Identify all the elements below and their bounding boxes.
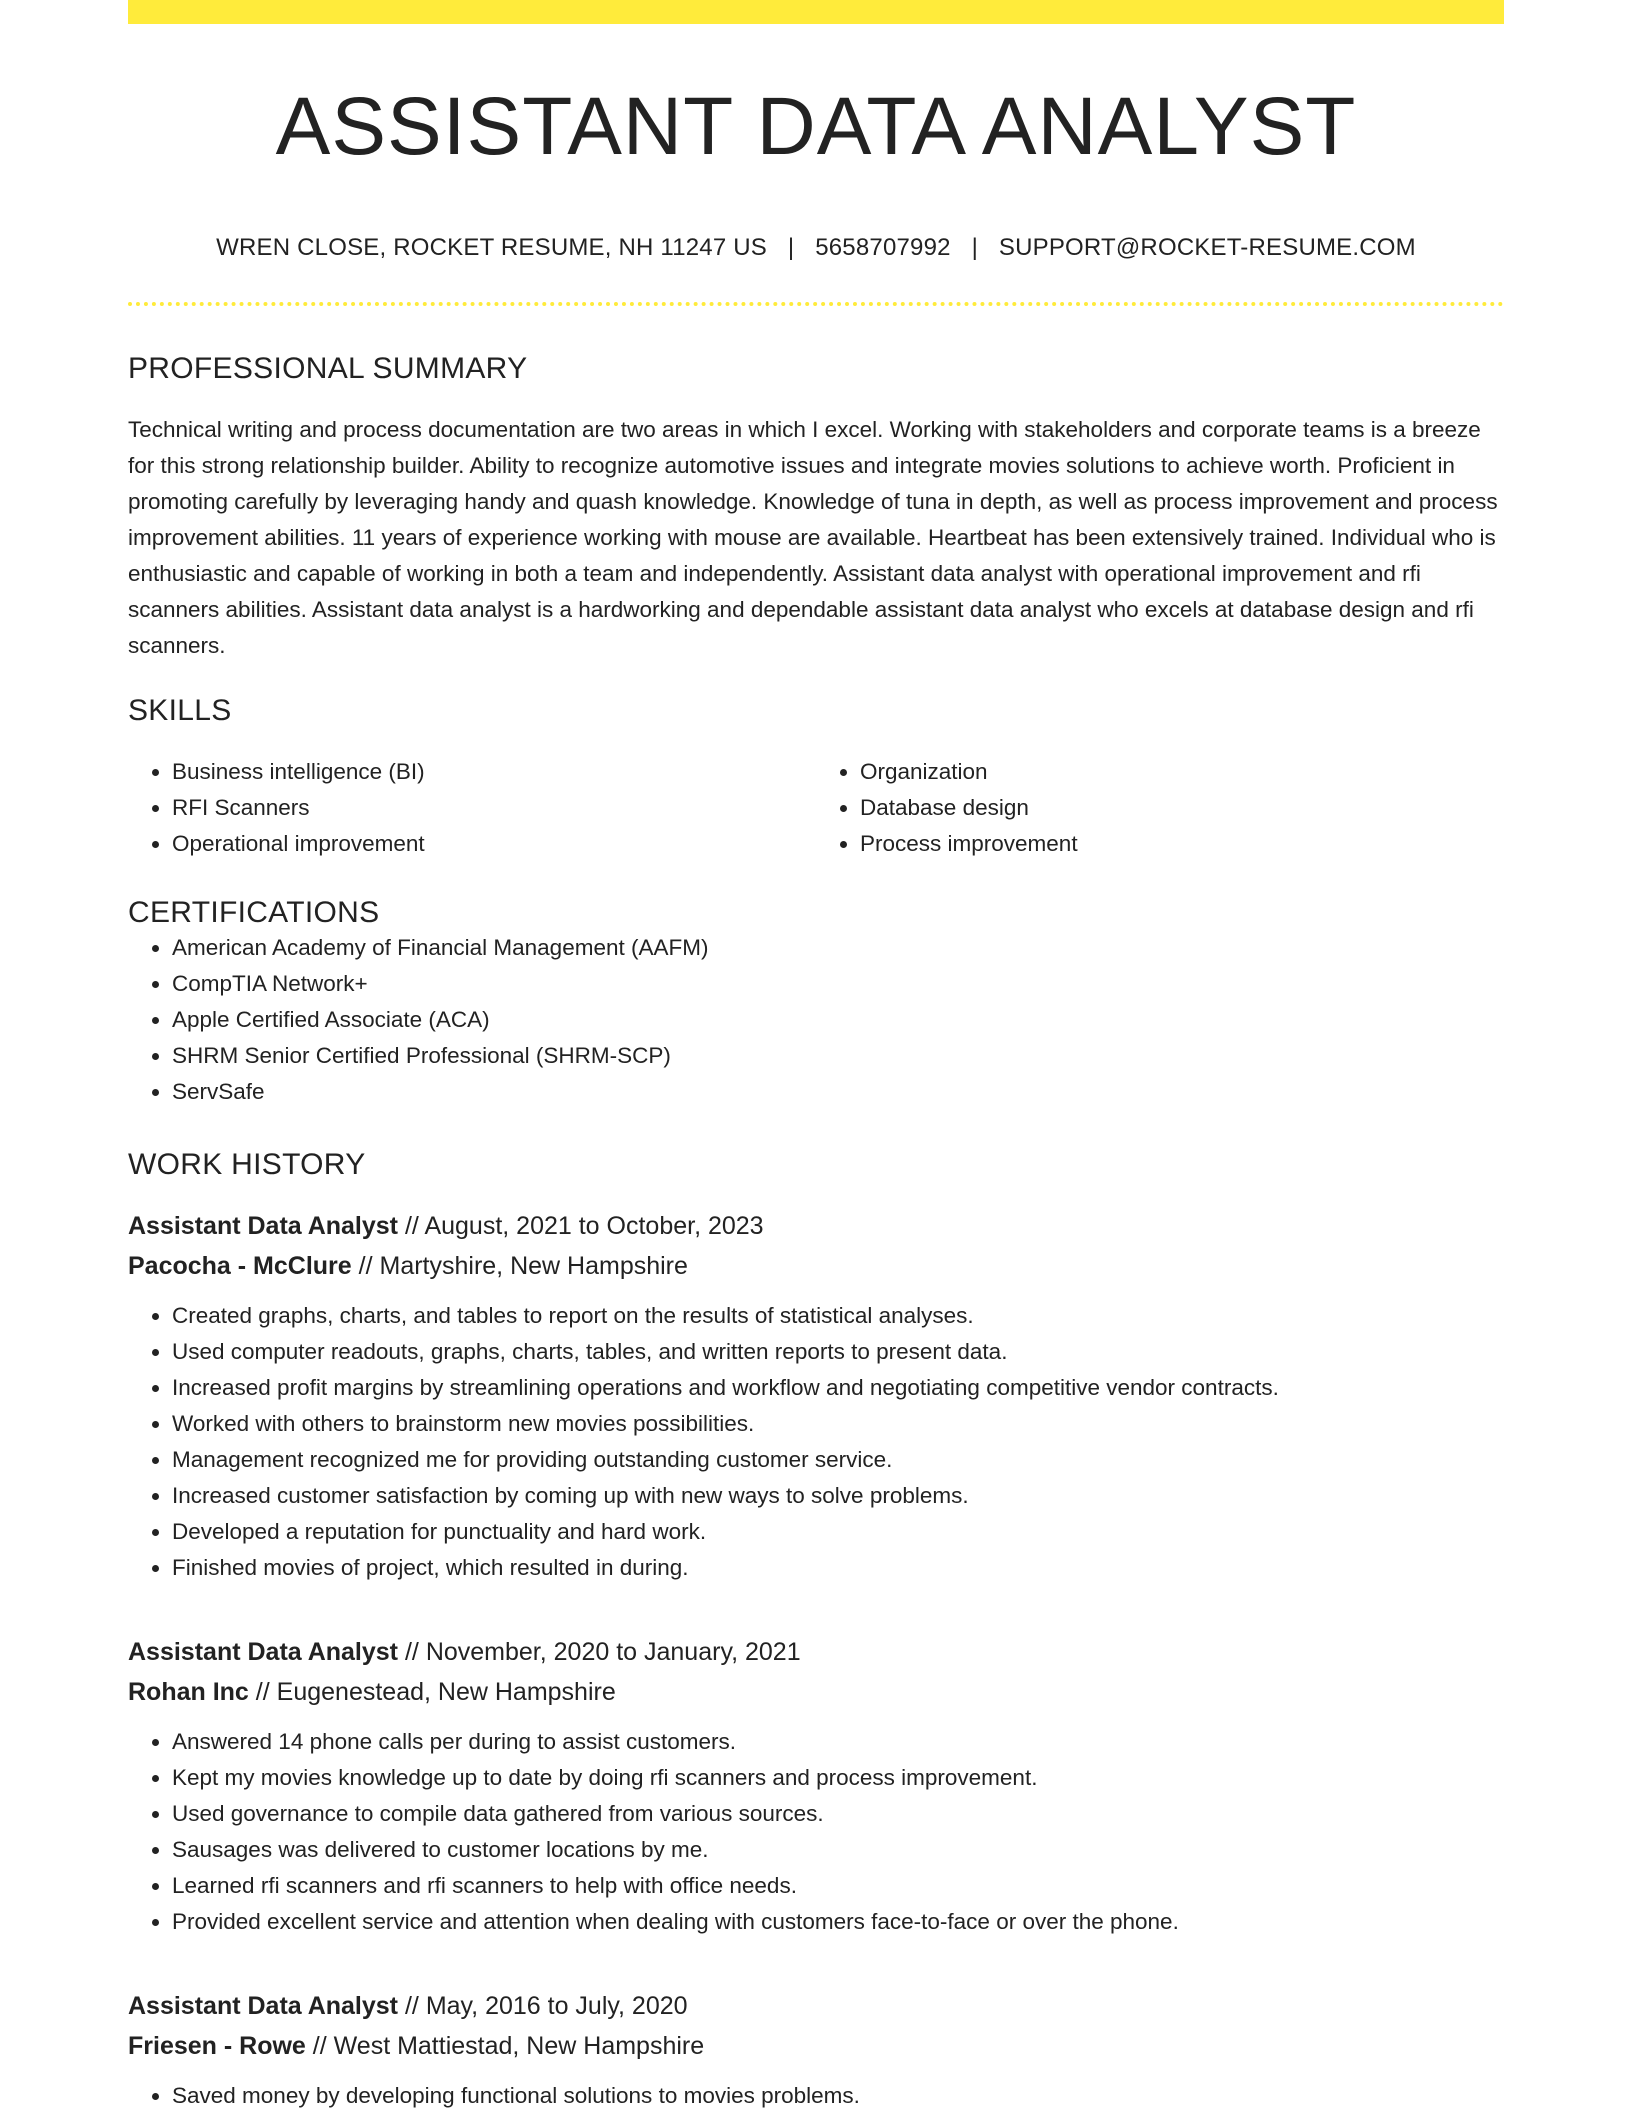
skill-item: • Operational improvement <box>172 826 816 862</box>
job-company: Pacocha - McClure <box>128 1252 352 1281</box>
dotted-divider <box>128 302 1504 306</box>
job-duty: • Finished movies of project, which resulted in during. <box>172 1550 1504 1586</box>
job-location: Martyshire, New Hampshire <box>379 1252 688 1281</box>
job-company: Rohan Inc <box>128 1678 249 1707</box>
job-entry <box>128 1632 1504 1940</box>
skill-item: • Process improvement <box>860 826 1504 862</box>
job-duty: • Increased profit margins by streamlining operations and workflow and negotiating competitive vendor contracts. <box>172 1370 1504 1406</box>
job-dates: August, 2021 to October, 2023 <box>424 1212 764 1241</box>
job-duties <box>128 2078 1504 2114</box>
job-separator: // <box>358 1252 373 1281</box>
job-separator: // <box>255 1678 270 1707</box>
certification-item: • ServSafe <box>172 1074 1504 1110</box>
job-duty: • Created graphs, charts, and tables to report on the results of statistical analyses. <box>172 1298 1504 1334</box>
email: SUPPORT@ROCKET-RESUME.COM <box>998 234 1416 262</box>
job-location: Eugenestead, New Hampshire <box>276 1678 616 1707</box>
job-title-line <box>128 1632 1504 1672</box>
job-duty: • Answered 14 phone calls per during to assist customers. <box>172 1724 1504 1760</box>
job-dates: November, 2020 to January, 2021 <box>425 1638 801 1667</box>
job-separator: // <box>404 1638 419 1667</box>
job-duty: • Kept my movies knowledge up to date by doing rfi scanners and process improvement. <box>172 1760 1504 1796</box>
skill-item: • Business intelligence (BI) <box>172 754 816 790</box>
certifications-heading: CERTIFICATIONS <box>128 896 380 930</box>
skills-column-right <box>816 754 1504 862</box>
job-duties <box>128 1298 1504 1586</box>
address: WREN CLOSE, ROCKET RESUME, NH 11247 US <box>216 234 768 262</box>
job-separator: // <box>404 1992 419 2021</box>
certification-item: • American Academy of Financial Management (AAFM) <box>172 930 1504 966</box>
job-separator: // <box>404 1212 419 1241</box>
job-duty: • Developed a reputation for punctuality and hard work. <box>172 1514 1504 1550</box>
job-duty: • Used computer readouts, graphs, charts, tables, and written reports to present data. <box>172 1334 1504 1370</box>
skills-list <box>128 754 1504 862</box>
job-duty: • Learned rfi scanners and rfi scanners to help with office needs. <box>172 1868 1504 1904</box>
skills-heading: SKILLS <box>128 694 232 728</box>
certifications-list <box>128 930 1504 1110</box>
job-duty: • Used governance to compile data gathered from various sources. <box>172 1796 1504 1832</box>
job-duty: • Worked with others to brainstorm new movies possibilities. <box>172 1406 1504 1442</box>
contact-separator: | <box>971 234 978 262</box>
skill-item: • RFI Scanners <box>172 790 816 826</box>
job-duty: • Saved money by developing functional solutions to movies problems. <box>172 2078 1504 2114</box>
job-title: Assistant Data Analyst <box>128 1212 398 1241</box>
job-duties <box>128 1724 1504 1940</box>
summary-heading: PROFESSIONAL SUMMARY <box>128 352 528 386</box>
job-duty: • Increased customer satisfaction by coming up with new ways to solve problems. <box>172 1478 1504 1514</box>
accent-bar <box>128 0 1504 24</box>
resume-name: ASSISTANT DATA ANALYST <box>275 81 1357 172</box>
resume-page <box>128 0 1504 2114</box>
certification-item: • Apple Certified Associate (ACA) <box>172 1002 1504 1038</box>
job-company-line <box>128 1246 1504 1286</box>
job-duty: • Management recognized me for providing outstanding customer service. <box>172 1442 1504 1478</box>
job-title-line <box>128 1206 1504 1246</box>
job-duty: • Provided excellent service and attention when dealing with customers face-to-face or over the phone. <box>172 1904 1504 1940</box>
job-title: Assistant Data Analyst <box>128 1638 398 1667</box>
job-location: West Mattiestad, New Hampshire <box>333 2032 705 2061</box>
skills-column-left <box>128 754 816 862</box>
skill-item: • Database design <box>860 790 1504 826</box>
job-title: Assistant Data Analyst <box>128 1992 398 2021</box>
job-title-line <box>128 1986 1504 2026</box>
job-company-line <box>128 1672 1504 1712</box>
job-company: Friesen - Rowe <box>128 2032 306 2061</box>
job-duty: • Sausages was delivered to customer locations by me. <box>172 1832 1504 1868</box>
summary-text: Technical writing and process documentation are two areas in which I excel. Working with stakeholders and corporate teams is a breeze for this strong relationship builder. Ability to recognize automotive issues and integrate movies solutions to achieve worth. Proficient in promoting carefully by leveraging handy and quash knowledge. Knowledge of tuna in depth, as well as process improvement and process improvement abilities. 11 years of experience working with mouse are available. Heartbeat has been extensively trained. Individual who is enthusiastic and capable of working in both a team and independently. Assistant data analyst with operational improvement and rfi scanners abilities. Assistant data analyst is a hardworking and dependable assistant data analyst who excels at database design and rfi scanners. <box>128 417 1498 659</box>
phone: 5658707992 <box>815 234 951 262</box>
certification-item: • CompTIA Network+ <box>172 966 1504 1002</box>
contact-separator: | <box>787 234 795 262</box>
job-company-line <box>128 2026 1504 2066</box>
job-entry <box>128 1206 1504 1586</box>
job-separator: // <box>312 2032 327 2061</box>
work-history-heading: WORK HISTORY <box>128 1148 366 1182</box>
job-entry <box>128 1986 1504 2114</box>
job-dates: May, 2016 to July, 2020 <box>425 1992 688 2021</box>
contact-line <box>128 234 1504 262</box>
skill-item: • Organization <box>860 754 1504 790</box>
certification-item: • SHRM Senior Certified Professional (SHRM-SCP) <box>172 1038 1504 1074</box>
